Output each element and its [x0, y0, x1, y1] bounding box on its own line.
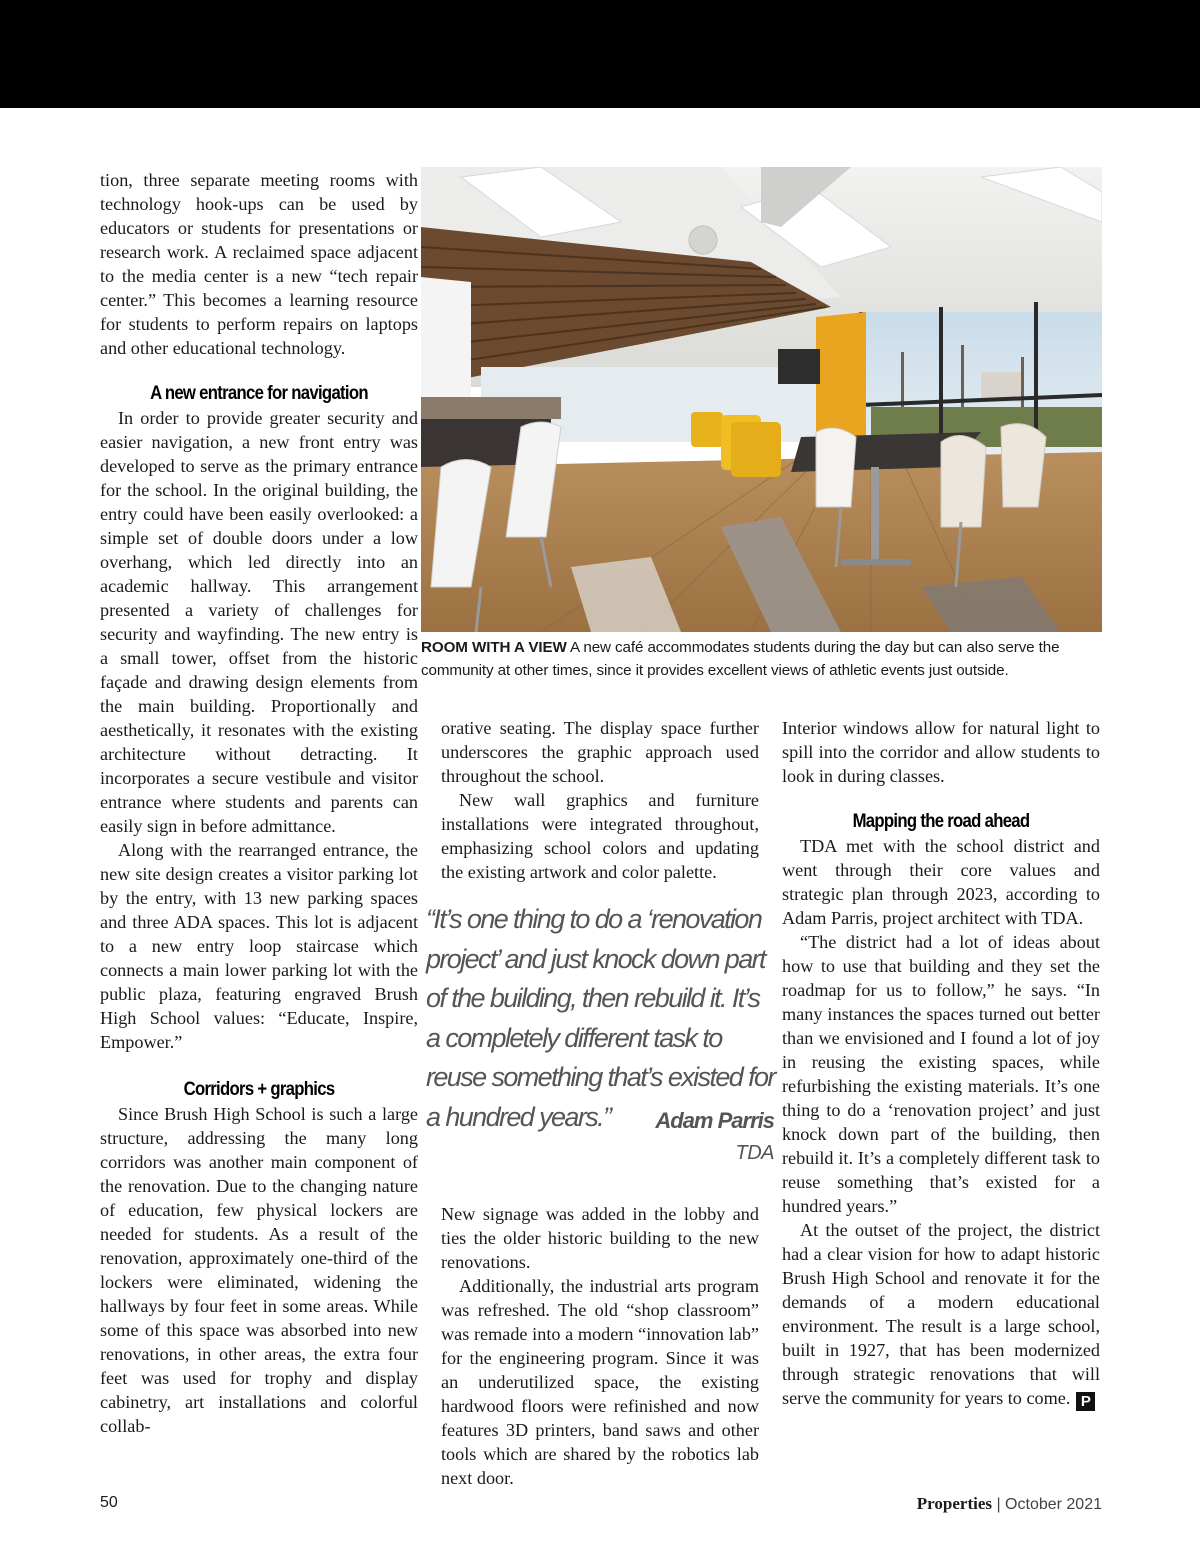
pull-quote-attribution-org: TDA — [735, 1142, 774, 1164]
caption-text: A new café accommodates students during the day but can also serve the community at other times, since it provides excellent views of athletic events just outside. — [421, 639, 1060, 679]
paragraph-text: At the outset of the project, the district had a clear vision for how to adapt historic Brush High School and renovate it for the demands of a modern educational environment. The result is a large school, built in 1927, that has been modernized through strategic renovations that will serve the community for years to come. — [782, 1220, 1100, 1408]
footer-publication — [917, 1494, 1102, 1514]
issue-date: October 2021 — [1005, 1496, 1102, 1513]
top-black-band — [0, 0, 1200, 108]
paragraph: tion, three separate meeting rooms with technology hook-ups can be used by educators or students for presentations or research work. A reclaimed space adjacent to the media center is a new “tech repair center.” This becomes a learning resource for students to perform repairs on laptops and other educational technology. — [100, 170, 418, 358]
article-column-3 — [782, 716, 1100, 1411]
publication-name: Properties — [916, 1494, 992, 1513]
page-number: 50 — [100, 1494, 118, 1511]
footer-separator: | — [992, 1496, 1006, 1513]
paragraph: orative seating. The display space further underscores the graphic approach used throughout the school. — [441, 718, 759, 786]
article-column-1 — [100, 168, 418, 1438]
end-mark-icon: P — [1076, 1392, 1095, 1411]
cafe-photo — [421, 167, 1102, 632]
paragraph: Interior windows allow for natural light to spill into the corridor and allow students to look in during classes. — [782, 718, 1100, 786]
section-heading-entrance: A new entrance for navigation — [150, 383, 368, 404]
section-heading-mapping: Mapping the road ahead — [852, 811, 1030, 832]
paragraph: Along with the rearranged entrance, the new site design creates a visitor parking lot by the entry, with 13 new parking spaces and three ADA spaces. This lot is adjacent to a new entry loop staircase which connects a main lower parking lot with the public plaza, featuring engraved Brush High School values: “Educate, Inspire, Empower.” — [100, 840, 418, 1052]
paragraph-final — [782, 1218, 1100, 1411]
paragraph: In order to provide greater security and easier navigation, a new front entry was developed to serve as the primary entrance for the school. In the original building, the entry could have been easily overlooked: a simple set of double doors under a low overhang, which led directly into an academic hallway. This arrangement presented a variety of challenges for security and wayfinding. The new entry is a small tower, offset from the historic façade and drawing design elements from the main building. Proportionally and aesthetically, it resonates with the existing architecture without detracting. It incorporates a secure vestibule and visitor entrance where students and parents can easily sign in before admittance. — [100, 408, 418, 836]
paragraph: Additionally, the industrial arts program was refreshed. The old “shop classroom” was remade into a modern “innovation lab” for the engineering program. Since it was an underutilized space, the existing hardwood floors were refinished and now features 3D printers, band saws and other tools which are shared by the robotics lab next door. — [441, 1276, 759, 1488]
section-heading-corridors: Corridors + graphics — [183, 1079, 335, 1100]
caption-title: ROOM WITH A VIEW — [421, 639, 567, 656]
pull-quote-attribution-name: Adam Parris — [655, 1108, 774, 1133]
photo-caption — [421, 636, 1111, 682]
paragraph: New signage was added in the lobby and ties the older historic building to the new renovations. — [441, 1204, 759, 1272]
paragraph: Since Brush High School is such a large structure, addressing the many long corridors was another main component of the renovation. Due to the changing nature of education, few physical lockers are needed for students. As a result of the renovation, approximately one-third of the lockers were eliminated, widening the hallways by four feet in some areas. While some of this space was absorbed into new renovations, in other areas, the extra four feet was used for trophy and display cabinetry, art installations and colorful collab- — [100, 1104, 418, 1436]
paragraph: New wall graphics and furniture installations were integrated throughout, emphasizing school colors and updating the existing artwork and color palette. — [441, 790, 759, 882]
paragraph: “The district had a lot of ideas about how to use that building and they set the roadmap for us to follow,” he says. “In many instances the spaces turned out better than we envisioned and I found a lot of joy in reusing the existing spaces, while refurbishing the existing materials. It’s one thing to do a ‘renovation project’ and just knock down part of the building, then rebuild it. It’s a completely different task to reuse something that’s existed for a hundred years.” — [782, 932, 1100, 1216]
pull-quote: “It’s one thing to do a ‘renovation project’ and just knock down part of the building, then rebuild it. It’s a completely different task to reuse something that’s existed for a hundred years.” — [426, 904, 775, 1132]
paragraph: TDA met with the school district and went through their core values and strategic plan through 2023, according to Adam Parris, project architect with TDA. — [782, 836, 1100, 928]
